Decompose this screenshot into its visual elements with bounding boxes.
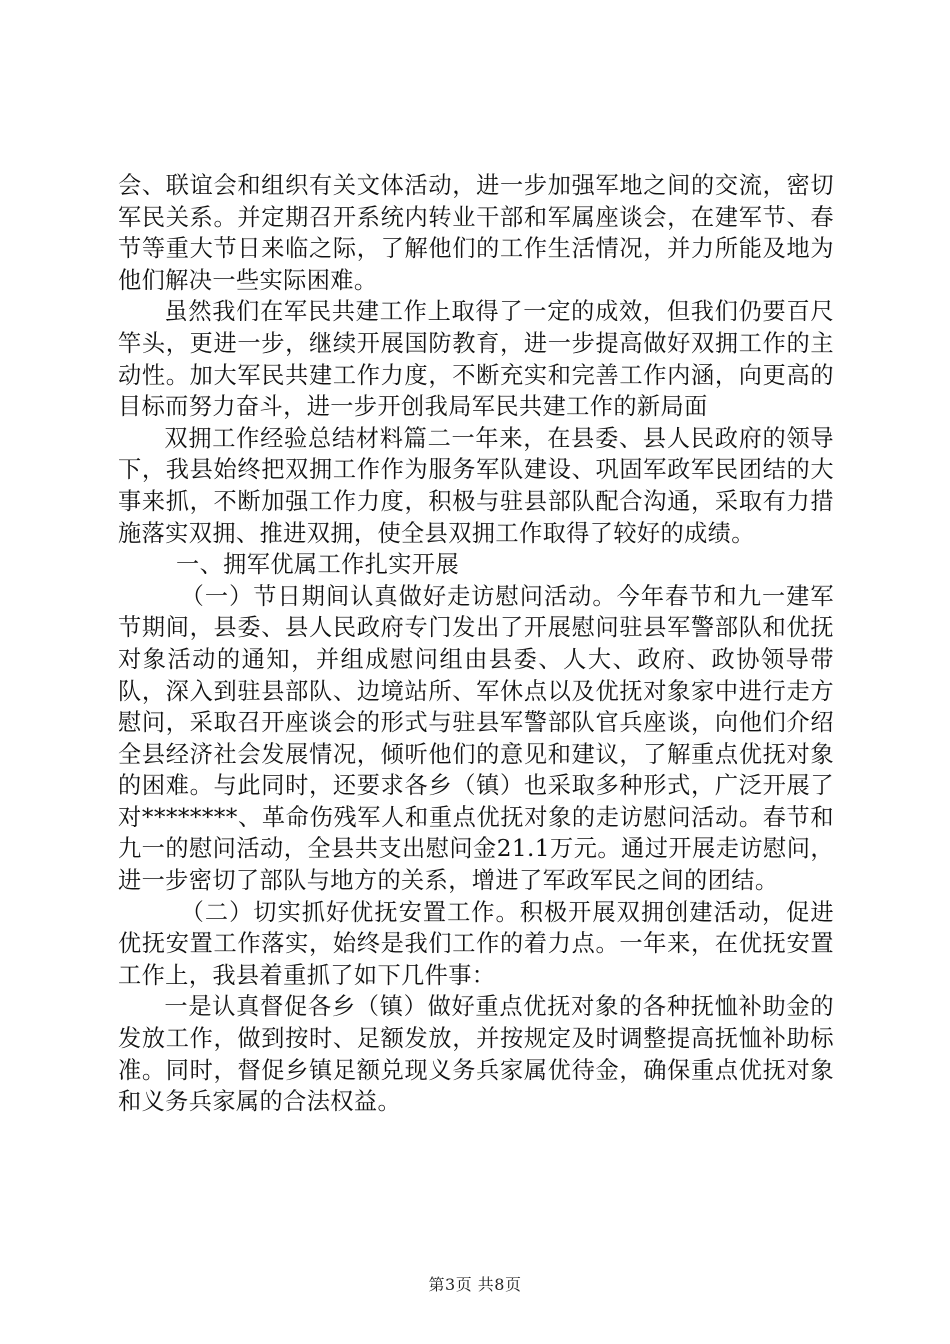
paragraph-conclusion: 虽然我们在军民共建工作上取得了一定的成效，但我们仍要百尺竿头，更进一步，继续开展国防教育，进一步提高做好双拥工作的主动性。加大军民共建工作力度，不断充实和完善工作内涵，向更高的目标而努力奋斗，进一步开创我局军民共建工作的新局面 (118, 298, 834, 421)
paragraph-item-one: 一是认真督促各乡（镇）做好重点优抚对象的各种抚恤补助金的发放工作，做到按时、足额发放，并按规定及时调整提高抚恤补助标准。同时，督促乡镇足额兑现义务兵家属优待金，确保重点优抚对象和义务兵家属的合法权益。 (118, 993, 834, 1116)
page-number-footer: 第3页 共8页 (428, 1275, 522, 1294)
paragraph-subsection-two: （二）切实抓好优抚安置工作。积极开展双拥创建活动，促进优抚安置工作落实，始终是我们工作的着力点。一年来，在优抚安置工作上，我县着重抓了如下几件事： (118, 898, 834, 989)
paragraph-article-two-intro: 双拥工作经验总结材料篇二一年来，在县委、县人民政府的领导下，我县始终把双拥工作作为服务军队建设、巩固军政军民团结的大事来抓，不断加强工作力度，积极与驻县部队配合沟通，采取有力措施落实双拥、推进双拥，使全县双拥工作取得了较好的成绩。 (118, 424, 834, 547)
document-body (118, 170, 834, 1118)
paragraph-continuation: 会、联谊会和组织有关文体活动，进一步加强军地之间的交流，密切军民关系。并定期召开系统内转业干部和军属座谈会，在建军节、春节等重大节日来临之际，了解他们的工作生活情况，并力所能及地为他们解决一些实际困难。 (118, 172, 834, 294)
section-heading: 一、拥军优属工作扎实开展 (176, 551, 460, 579)
paragraph-subsection-one: （一）节日期间认真做好走访慰问活动。今年春节和九一建军节期间，县委、县人民政府专门发出了开展慰问驻县军警部队和优抚对象活动的通知，并组成慰问组由县委、人大、政府、政协领导带队，深入到驻县部队、边境站所、军休点以及优抚对象家中进行走方慰问，采取召开座谈会的形式与驻县军警部队官兵座谈，向他们介绍全县经济社会发展情况，倾听他们的意见和建议，了解重点优抚对象的困难。与此同时，还要求各乡（镇）也采取多种形式，广泛开展了对********、革命伤残军人和重点优抚对象的走访慰问活动。春节和九一的慰问活动，全县共支出慰问金21.1万元。通过开展走访慰问，进一步密切了部队与地方的关系，增进了军政军民之间的团结。 (118, 582, 834, 895)
